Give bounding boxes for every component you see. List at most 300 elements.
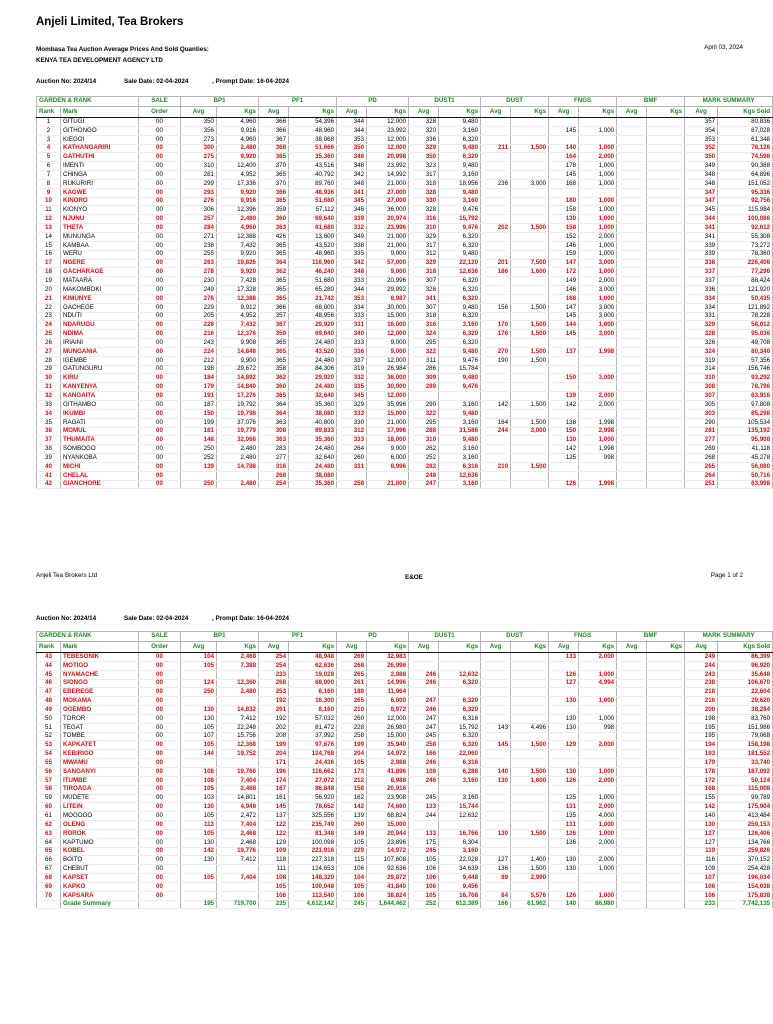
- table-cell: 2,472: [217, 812, 259, 821]
- table-row: [37, 383, 773, 392]
- table-cell: 00: [139, 356, 181, 365]
- table-cell: 3,000: [579, 330, 617, 339]
- table-cell: 254,428: [718, 865, 773, 874]
- table-cell: 311: [409, 356, 439, 365]
- table-cell: 3,160: [439, 401, 481, 410]
- table-cell: 245: [409, 847, 439, 856]
- table-cell: TEGAT: [61, 723, 139, 732]
- table-cell: [549, 732, 579, 741]
- table-cell: 184: [181, 374, 217, 383]
- table-cell: 00: [139, 303, 181, 312]
- table-cell: 186: [481, 268, 511, 277]
- table-cell: 30: [37, 374, 61, 383]
- table-cell: [617, 321, 647, 330]
- table-cell: [481, 232, 511, 241]
- table-cell: EBEREGE: [61, 688, 139, 697]
- table-cell: [511, 135, 549, 144]
- table-cell: SOMBOGO: [61, 445, 139, 454]
- table-cell: [647, 135, 685, 144]
- table-cell: [647, 118, 685, 127]
- table-cell: [579, 409, 617, 418]
- table-cell: [647, 750, 685, 759]
- table-cell: 105: [181, 741, 217, 750]
- table-cell: 95,908: [718, 436, 773, 445]
- table-cell: [647, 339, 685, 348]
- table-cell: 164: [549, 153, 579, 162]
- table-row: [37, 462, 773, 471]
- table-cell: [511, 785, 549, 794]
- table-cell: [481, 471, 511, 480]
- table-cell: 106,670: [718, 679, 773, 688]
- table-cell: KATHANGARIRI: [61, 144, 139, 153]
- table-cell: [647, 838, 685, 847]
- table-cell: 159: [549, 250, 579, 259]
- table-cell: 130: [181, 856, 217, 865]
- table-cell: 00: [139, 776, 181, 785]
- table-cell: 140: [549, 144, 579, 153]
- table-cell: [647, 392, 685, 401]
- table-cell: NJUNU: [61, 215, 139, 224]
- table-cell: [579, 188, 617, 197]
- table-cell: 318: [409, 312, 439, 321]
- table-cell: [647, 688, 685, 697]
- table-cell: 20,944: [367, 829, 409, 838]
- table-cell: [647, 462, 685, 471]
- table-cell: 144: [181, 750, 217, 759]
- table-cell: 316: [259, 462, 289, 471]
- table-cell: 264: [337, 445, 367, 454]
- table-cell: 332: [337, 374, 367, 383]
- table-cell: 199: [337, 741, 367, 750]
- table-cell: 348: [337, 162, 367, 171]
- table-cell: [647, 321, 685, 330]
- table-cell: 00: [139, 653, 181, 662]
- table-cell: 1,600: [511, 776, 549, 785]
- table-cell: 12,368: [217, 741, 259, 750]
- table-cell: 106: [685, 891, 718, 900]
- table-cell: 122: [259, 829, 289, 838]
- table-cell: 19,776: [217, 847, 259, 856]
- table-cell: 180: [549, 197, 579, 206]
- table-cell: 5,576: [511, 891, 549, 900]
- table-cell: [617, 688, 647, 697]
- sale-date-page-2: Sale Date: 02-04-2024: [124, 615, 189, 622]
- table-cell: 31: [37, 383, 61, 392]
- table-cell: [647, 179, 685, 188]
- table-cell: 89,760: [289, 179, 337, 188]
- table-cell: 88,424: [718, 277, 773, 286]
- table-cell: 126: [549, 670, 579, 679]
- table-cell: TIROAGA: [61, 785, 139, 794]
- table-cell: 150: [549, 374, 579, 383]
- table-cell: [647, 197, 685, 206]
- table-cell: 142: [549, 401, 579, 410]
- table-cell: [511, 171, 549, 180]
- table-cell: [617, 741, 647, 750]
- table-cell: [579, 847, 617, 856]
- table-cell: 00: [139, 232, 181, 241]
- table-cell: 2,468: [217, 838, 259, 847]
- table-row: [37, 241, 773, 250]
- prompt-date-page-2: , Prompt Date: 16-04-2024: [212, 615, 289, 622]
- table-cell: 78,360: [718, 250, 773, 259]
- table-cell: [617, 732, 647, 741]
- table-cell: 131: [549, 821, 579, 830]
- table-row: [37, 259, 773, 268]
- column-header: Kgs: [439, 642, 481, 653]
- table-cell: [181, 865, 217, 874]
- table-cell: 1,000: [579, 206, 617, 215]
- table-cell: [481, 821, 511, 830]
- table-cell: 258: [337, 480, 367, 489]
- table-cell: [367, 471, 409, 480]
- table-cell: 246: [409, 706, 439, 715]
- table-cell: 9,480: [439, 347, 481, 356]
- table-cell: GACHARAGE: [61, 268, 139, 277]
- table-cell: 126: [549, 891, 579, 900]
- table-cell: 216: [685, 697, 718, 706]
- group-header: DUST: [481, 97, 549, 107]
- table-cell: 42: [37, 480, 61, 489]
- table-cell: 4: [37, 144, 61, 153]
- table-cell: 156: [481, 303, 511, 312]
- table-cell: [217, 697, 259, 706]
- table-cell: 7,404: [217, 821, 259, 830]
- table-cell: 26,980: [367, 723, 409, 732]
- table-cell: GIANCHORE: [61, 480, 139, 489]
- table-cell: 2,998: [579, 427, 617, 436]
- table-cell: 199: [259, 741, 289, 750]
- column-header: Avg: [337, 107, 367, 118]
- column-header: Order: [139, 107, 181, 118]
- table-cell: 63: [37, 829, 61, 838]
- table-cell: [181, 882, 217, 891]
- table-cell: 6,320: [439, 312, 481, 321]
- table-cell: 328: [409, 206, 439, 215]
- table-cell: 339: [685, 241, 718, 250]
- table-cell: 130: [481, 829, 511, 838]
- table-cell: 9,916: [217, 126, 259, 135]
- column-header: Mark: [61, 107, 139, 118]
- table-cell: [481, 661, 511, 670]
- table-cell: [617, 679, 647, 688]
- table-cell: 85,298: [718, 409, 773, 418]
- table-cell: 2,990: [511, 874, 549, 883]
- table-cell: 22,120: [439, 259, 481, 268]
- table-cell: 9,480: [439, 409, 481, 418]
- table-cell: [439, 688, 481, 697]
- table-cell: 38,080: [289, 471, 337, 480]
- table-cell: 19,779: [217, 427, 259, 436]
- table-cell: 35,360: [289, 436, 337, 445]
- table-cell: 00: [139, 197, 181, 206]
- table-cell: 61: [37, 812, 61, 821]
- table-cell: 8,160: [289, 688, 337, 697]
- table-cell: 24,480: [289, 462, 337, 471]
- table-cell: 350: [409, 153, 439, 162]
- table-cell: 11: [37, 206, 61, 215]
- table-cell: [481, 188, 511, 197]
- table-cell: 00: [139, 135, 181, 144]
- table-cell: KANGAITA: [61, 392, 139, 401]
- table-cell: 78,652: [289, 803, 337, 812]
- table-cell: [617, 874, 647, 883]
- table-cell: 344: [337, 118, 367, 127]
- table-row: [37, 312, 773, 321]
- table-cell: [647, 829, 685, 838]
- table-cell: 84,306: [289, 365, 337, 374]
- table-cell: 253: [259, 688, 289, 697]
- table-cell: 26,996: [367, 661, 409, 670]
- table-cell: [481, 312, 511, 321]
- table-cell: 00: [139, 365, 181, 374]
- table-cell: [617, 250, 647, 259]
- table-row: [37, 445, 773, 454]
- table-cell: 00: [139, 706, 181, 715]
- table-cell: 15,000: [367, 312, 409, 321]
- table-cell: [481, 162, 511, 171]
- table-cell: [647, 162, 685, 171]
- table-cell: [549, 785, 579, 794]
- table-cell: 14,788: [217, 462, 259, 471]
- table-cell: [579, 732, 617, 741]
- table-cell: 21,000: [367, 480, 409, 489]
- table-cell: [617, 171, 647, 180]
- table-cell: 205: [181, 312, 217, 321]
- table-cell: [481, 339, 511, 348]
- table-cell: 303: [685, 409, 718, 418]
- table-cell: 15,744: [439, 803, 481, 812]
- table-row: [37, 891, 773, 900]
- table-cell: 1,500: [511, 144, 549, 153]
- table-cell: [579, 471, 617, 480]
- table-cell: [511, 232, 549, 241]
- sale-date: Sale Date: 02-04-2024: [124, 78, 189, 85]
- table-cell: 115,984: [718, 206, 773, 215]
- table-cell: ITUMBE: [61, 776, 139, 785]
- table-cell: 244: [409, 812, 439, 821]
- table-cell: [481, 294, 511, 303]
- table-row: [37, 697, 773, 706]
- table-cell: 12,632: [439, 670, 481, 679]
- table-cell: [647, 821, 685, 830]
- table-cell: 133: [409, 829, 439, 838]
- table-cell: 366: [259, 126, 289, 135]
- table-cell: 43: [37, 653, 61, 662]
- table-cell: 188: [337, 688, 367, 697]
- table-cell: IGEMBE: [61, 356, 139, 365]
- table-cell: 6,320: [439, 697, 481, 706]
- prompt-date: , Prompt Date: 16-04-2024: [212, 78, 289, 85]
- table-cell: [481, 365, 511, 374]
- table-cell: 00: [139, 741, 181, 750]
- table-cell: KIONYO: [61, 206, 139, 215]
- table-cell: 195: [685, 723, 718, 732]
- table-cell: 38,284: [718, 706, 773, 715]
- table-cell: 329: [337, 401, 367, 410]
- table-cell: 265: [337, 697, 367, 706]
- table-cell: 1,998: [579, 480, 617, 489]
- table-cell: [617, 723, 647, 732]
- table-cell: [511, 436, 549, 445]
- table-cell: 111: [259, 865, 289, 874]
- table-cell: 130: [181, 838, 217, 847]
- table-cell: 335: [337, 250, 367, 259]
- column-header: Avg: [481, 107, 511, 118]
- table-cell: 00: [139, 144, 181, 153]
- table-cell: 257: [181, 215, 217, 224]
- table-cell: 2,468: [217, 653, 259, 662]
- table-cell: [617, 418, 647, 427]
- table-cell: [617, 750, 647, 759]
- table-cell: 328: [409, 118, 439, 127]
- table-cell: 9: [37, 188, 61, 197]
- table-row: [37, 294, 773, 303]
- table-cell: [617, 126, 647, 135]
- table-cell: 323: [409, 162, 439, 171]
- table-cell: 46: [37, 679, 61, 688]
- table-cell: 19,028: [289, 670, 337, 679]
- table-cell: 176: [481, 330, 511, 339]
- table-cell: 334: [685, 294, 718, 303]
- table-cell: 263: [181, 259, 217, 268]
- table-cell: 127: [685, 838, 718, 847]
- table-cell: GITUGI: [61, 118, 139, 127]
- column-header: Avg: [337, 642, 367, 653]
- table-cell: 332: [337, 224, 367, 233]
- group-header: DUST1: [409, 632, 481, 642]
- table-cell: 99,789: [718, 794, 773, 803]
- table-cell: 00: [139, 750, 181, 759]
- table-cell: 9,476: [439, 224, 481, 233]
- table-cell: 19,826: [217, 259, 259, 268]
- table-cell: 168: [549, 179, 579, 188]
- table-cell: 127: [685, 829, 718, 838]
- table-cell: 17,276: [217, 392, 259, 401]
- table-cell: 307: [685, 392, 718, 401]
- table-cell: 2,000: [579, 741, 617, 750]
- group-header: MARK SUMMARY: [685, 632, 773, 642]
- table-cell: 238: [181, 241, 217, 250]
- table-cell: 277: [685, 436, 718, 445]
- table-cell: 00: [139, 865, 181, 874]
- table-cell: 254: [259, 661, 289, 670]
- table-cell: 1,000: [579, 144, 617, 153]
- table-cell: 3,160: [439, 126, 481, 135]
- table-cell: 58,012: [718, 321, 773, 330]
- table-cell: 246: [409, 759, 439, 768]
- table-cell: 65,280: [289, 286, 337, 295]
- table-cell: 57,356: [718, 356, 773, 365]
- table-cell: 1,500: [511, 356, 549, 365]
- table-cell: 164: [481, 418, 511, 427]
- table-cell: [617, 436, 647, 445]
- table-cell: 352: [685, 144, 718, 153]
- table-cell: RAGATI: [61, 418, 139, 427]
- table-cell: 21,000: [367, 418, 409, 427]
- table-cell: 6,000: [367, 454, 409, 463]
- table-cell: 9,480: [439, 118, 481, 127]
- table-cell: 45: [37, 670, 61, 679]
- table-cell: NYANKOBA: [61, 454, 139, 463]
- table-cell: 312: [409, 250, 439, 259]
- table-cell: 243: [685, 670, 718, 679]
- table-cell: [647, 401, 685, 410]
- table-cell: 326: [409, 286, 439, 295]
- table-cell: 365: [259, 250, 289, 259]
- table-cell: GITHAMBO: [61, 401, 139, 410]
- table-cell: 37: [37, 436, 61, 445]
- table-cell: [481, 445, 511, 454]
- table-cell: [511, 206, 549, 215]
- table-cell: 133: [409, 803, 439, 812]
- table-cell: 348: [685, 171, 718, 180]
- table-cell: 158: [549, 224, 579, 233]
- table-cell: 142: [337, 803, 367, 812]
- table-cell: 175: [409, 838, 439, 847]
- table-cell: [181, 759, 217, 768]
- table-cell: 105: [337, 838, 367, 847]
- table-cell: 9,000: [367, 339, 409, 348]
- table-cell: 24,480: [289, 356, 337, 365]
- table-cell: 1,000: [579, 224, 617, 233]
- table-cell: 229: [337, 847, 367, 856]
- table-cell: 3,160: [439, 197, 481, 206]
- table-cell: 9,480: [439, 162, 481, 171]
- table-cell: [647, 454, 685, 463]
- table-cell: 124,653: [289, 865, 337, 874]
- table-cell: 146: [549, 286, 579, 295]
- table-cell: 187: [181, 401, 217, 410]
- table-cell: [481, 286, 511, 295]
- table-cell: MAKOMBOKI: [61, 286, 139, 295]
- table-cell: 00: [139, 153, 181, 162]
- table-cell: 1,000: [579, 215, 617, 224]
- table-cell: 14,972: [367, 847, 409, 856]
- table-cell: [439, 821, 481, 830]
- table-cell: 3,160: [439, 776, 481, 785]
- table-cell: 26: [37, 339, 61, 348]
- table-cell: 259,826: [718, 847, 773, 856]
- table-cell: 00: [139, 330, 181, 339]
- summary-cell: Grade Summary: [61, 900, 139, 909]
- table-cell: 126: [549, 480, 579, 489]
- table-cell: [647, 188, 685, 197]
- table-cell: 12,396: [217, 206, 259, 215]
- grade-summary-row: [37, 900, 773, 909]
- table-cell: 324: [409, 330, 439, 339]
- table-cell: 9,000: [367, 250, 409, 259]
- table-cell: 69: [37, 882, 61, 891]
- table-cell: [647, 268, 685, 277]
- table-cell: 27,000: [367, 188, 409, 197]
- table-cell: 105: [409, 891, 439, 900]
- table-cell: [409, 392, 439, 401]
- table-cell: NYAMACHE: [61, 670, 139, 679]
- table-cell: [647, 224, 685, 233]
- table-cell: 12,632: [439, 812, 481, 821]
- table-cell: 130: [549, 436, 579, 445]
- table-cell: 9,908: [217, 339, 259, 348]
- table-cell: [617, 706, 647, 715]
- table-cell: 3,160: [439, 171, 481, 180]
- table-cell: 35,360: [289, 401, 337, 410]
- table-cell: 2,000: [579, 856, 617, 865]
- table-cell: 281: [685, 427, 718, 436]
- table-cell: 127: [481, 856, 511, 865]
- table-cell: 350: [337, 144, 367, 153]
- table-cell: 345: [337, 197, 367, 206]
